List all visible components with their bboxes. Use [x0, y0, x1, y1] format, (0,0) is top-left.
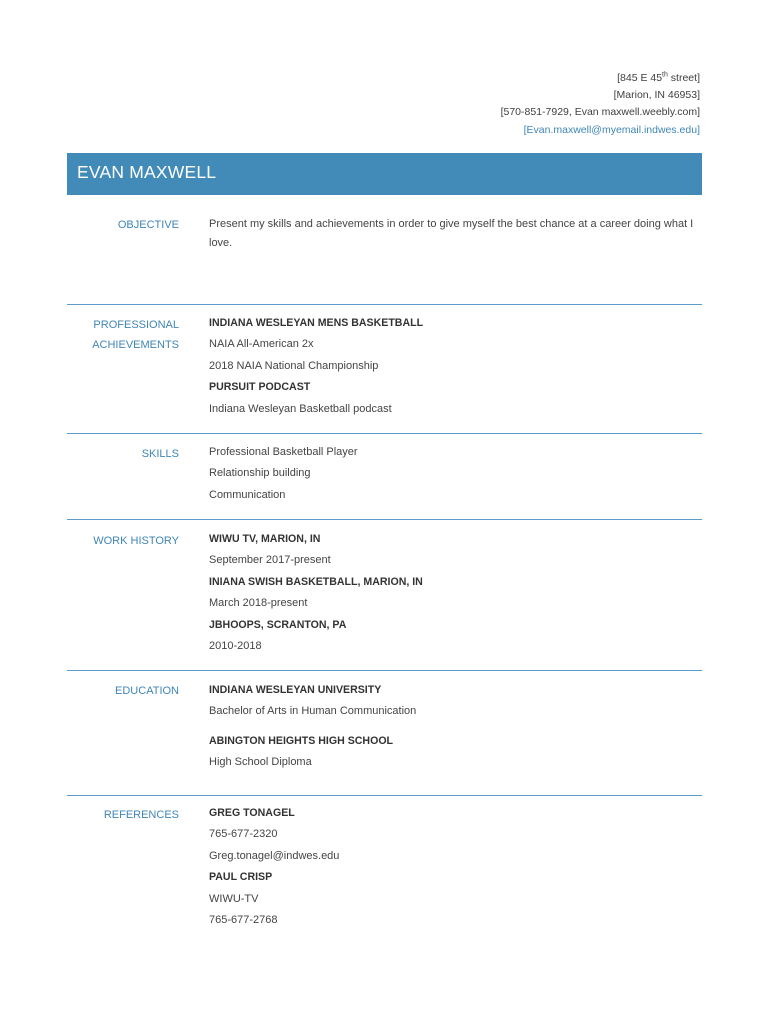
list-item: 765-677-2768: [209, 913, 278, 926]
contact-block: [501, 70, 700, 139]
list-item: 765-677-2320: [209, 828, 278, 841]
list-item: Greg.tonagel@indwes.edu: [209, 849, 340, 862]
education-content: [209, 680, 699, 774]
section-divider: [67, 433, 702, 434]
list-item: ABINGTON HEIGHTS HIGH SCHOOL: [209, 734, 394, 747]
list-item: PURSUIT PODCAST: [209, 381, 311, 394]
list-item: 2018 NAIA National Championship: [209, 359, 379, 372]
contact-street: [845 E 45th street]: [617, 71, 700, 84]
section-divider: [67, 519, 702, 520]
objective-text: Present my skills and achievements in order to give myself the best chance at a career doing what I love.: [209, 218, 694, 249]
list-item: Indiana Wesleyan Basketball podcast: [209, 402, 392, 415]
list-item: Bachelor of Arts in Human Communication: [209, 705, 417, 718]
skills-content: [209, 442, 699, 506]
list-item: Professional Basketball Player: [209, 446, 358, 458]
section-divider: [67, 304, 702, 305]
list-item: Relationship building: [209, 467, 311, 480]
objective-label: OBJECTIVE: [117, 219, 179, 231]
list-item: NAIA All-American 2x: [209, 338, 314, 351]
section-divider: [67, 795, 702, 796]
list-item: 2010-2018: [209, 639, 262, 652]
work-history-label: WORK HISTORY: [93, 535, 179, 547]
list-item: PAUL CRISP: [209, 871, 273, 884]
list-item: JBHOOPS, SCRANTON, PA: [209, 618, 347, 631]
section-divider: [67, 670, 702, 671]
references-label: REFERENCES: [103, 809, 179, 821]
skills-label: SKILLS: [141, 448, 179, 460]
list-item: INIANA SWISH BASKETBALL, MARION, IN: [209, 575, 423, 588]
list-item: WIWU TV, MARION, IN: [209, 533, 321, 545]
list-item: March 2018-present: [209, 597, 308, 610]
education-label: EDUCATION: [115, 685, 179, 697]
achievements-label: PROFESSIONAL ACHIEVEMENTS: [92, 319, 179, 351]
list-item: GREG TONAGEL: [209, 807, 295, 819]
work-history-content: [209, 529, 699, 657]
list-item: September 2017-present: [209, 554, 331, 567]
resume-name: EVAN MAXWELL: [77, 162, 217, 182]
list-item: High School Diploma: [209, 756, 312, 769]
contact-city: [Marion, IN 46953]: [613, 89, 700, 102]
list-item: WIWU-TV: [209, 892, 259, 905]
references-content: [209, 803, 699, 931]
list-item: INDIANA WESLEYAN MENS BASKETBALL: [209, 317, 424, 329]
list-item: INDIANA WESLEYAN UNIVERSITY: [209, 684, 382, 696]
achievements-content: [209, 313, 699, 420]
contact-phone-web: [570-851-7929, Evan maxwell.weebly.com]: [500, 106, 700, 119]
list-item: Communication: [209, 488, 286, 501]
name-banner: [67, 153, 702, 195]
contact-email-link[interactable]: [Evan.maxwell@myemail.indwes.edu]: [523, 123, 700, 136]
